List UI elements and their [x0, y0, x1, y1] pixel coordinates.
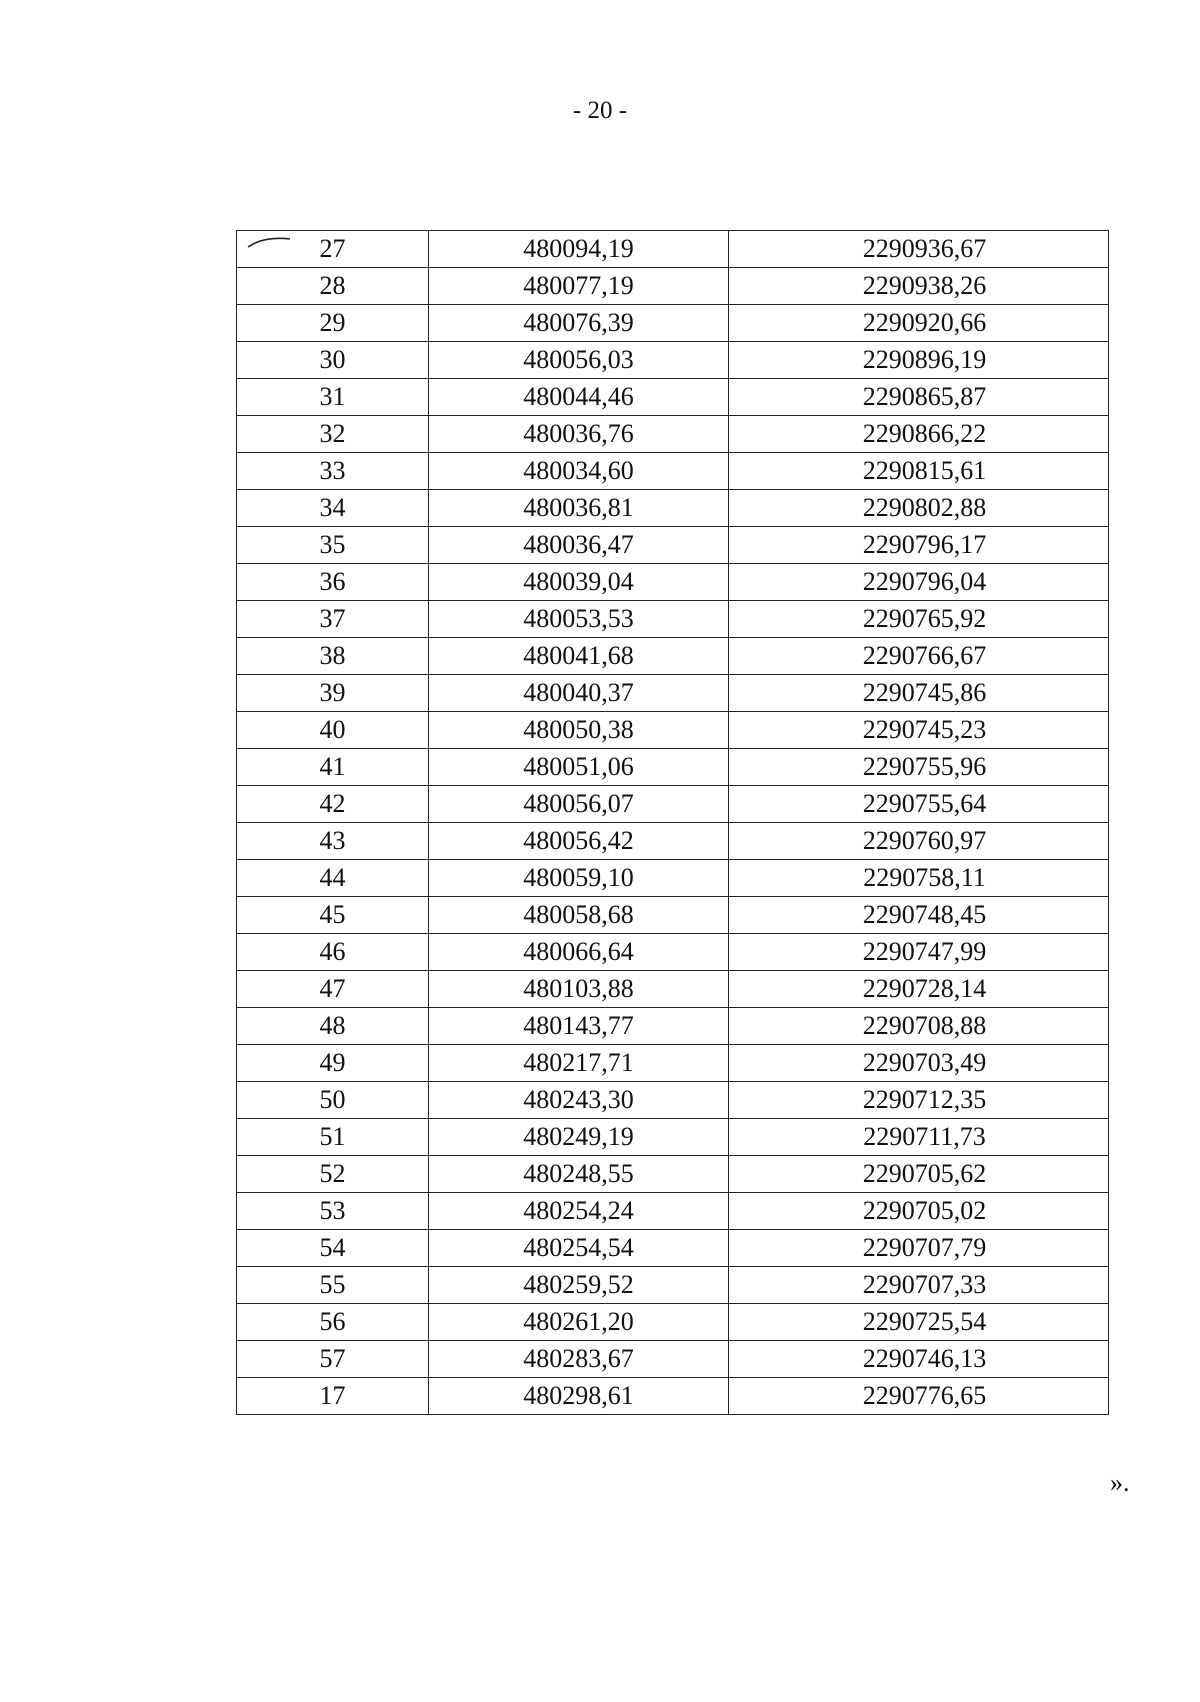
- point-number-cell: 44: [237, 860, 429, 897]
- point-number-cell: 45: [237, 897, 429, 934]
- point-number-cell: 56: [237, 1304, 429, 1341]
- table-row: [237, 342, 1109, 379]
- table-row: [237, 379, 1109, 416]
- y-coordinate-cell: 2290725,54: [729, 1304, 1109, 1341]
- point-number-cell: 43: [237, 823, 429, 860]
- table-row: [237, 786, 1109, 823]
- x-coordinate-cell: 480034,60: [429, 453, 729, 490]
- point-number-cell: 46: [237, 934, 429, 971]
- table-row: [237, 527, 1109, 564]
- point-number-cell: 38: [237, 638, 429, 675]
- table-row: [237, 712, 1109, 749]
- point-number-cell: 39: [237, 675, 429, 712]
- x-coordinate-cell: 480249,19: [429, 1119, 729, 1156]
- point-number-cell: 34: [237, 490, 429, 527]
- point-number-cell: 35: [237, 527, 429, 564]
- y-coordinate-cell: 2290711,73: [729, 1119, 1109, 1156]
- point-number-cell: 37: [237, 601, 429, 638]
- table-row: [237, 971, 1109, 1008]
- table-row: [237, 1230, 1109, 1267]
- x-coordinate-cell: 480217,71: [429, 1045, 729, 1082]
- y-coordinate-cell: 2290936,67: [729, 231, 1109, 268]
- x-coordinate-cell: 480036,76: [429, 416, 729, 453]
- y-coordinate-cell: 2290755,64: [729, 786, 1109, 823]
- y-coordinate-cell: 2290865,87: [729, 379, 1109, 416]
- closing-quote-mark: ».: [1110, 1468, 1130, 1497]
- y-coordinate-cell: 2290920,66: [729, 305, 1109, 342]
- x-coordinate-cell: 480077,19: [429, 268, 729, 305]
- x-coordinate-cell: 480243,30: [429, 1082, 729, 1119]
- point-number-cell: 53: [237, 1193, 429, 1230]
- point-number-cell: 36: [237, 564, 429, 601]
- coordinates-table-body: [237, 231, 1109, 1415]
- table-row: [237, 1378, 1109, 1415]
- x-coordinate-cell: 480040,37: [429, 675, 729, 712]
- y-coordinate-cell: 2290703,49: [729, 1045, 1109, 1082]
- x-coordinate-cell: 480036,47: [429, 527, 729, 564]
- y-coordinate-cell: 2290866,22: [729, 416, 1109, 453]
- y-coordinate-cell: 2290708,88: [729, 1008, 1109, 1045]
- x-coordinate-cell: 480059,10: [429, 860, 729, 897]
- table-row: [237, 1341, 1109, 1378]
- x-coordinate-cell: 480058,68: [429, 897, 729, 934]
- y-coordinate-cell: 2290796,04: [729, 564, 1109, 601]
- point-number-cell: 40: [237, 712, 429, 749]
- table-row: [237, 1008, 1109, 1045]
- table-row: [237, 749, 1109, 786]
- table-row: [237, 231, 1109, 268]
- table-row: [237, 416, 1109, 453]
- y-coordinate-cell: 2290815,61: [729, 453, 1109, 490]
- point-number-cell: 28: [237, 268, 429, 305]
- table-row: [237, 1156, 1109, 1193]
- y-coordinate-cell: 2290938,26: [729, 268, 1109, 305]
- y-coordinate-cell: 2290745,23: [729, 712, 1109, 749]
- table-row: [237, 1193, 1109, 1230]
- x-coordinate-cell: 480050,38: [429, 712, 729, 749]
- y-coordinate-cell: 2290707,33: [729, 1267, 1109, 1304]
- y-coordinate-cell: 2290802,88: [729, 490, 1109, 527]
- point-number-cell: 48: [237, 1008, 429, 1045]
- table-row: [237, 564, 1109, 601]
- y-coordinate-cell: 2290747,99: [729, 934, 1109, 971]
- x-coordinate-cell: 480056,42: [429, 823, 729, 860]
- x-coordinate-cell: 480051,06: [429, 749, 729, 786]
- coordinates-table: [236, 230, 1109, 1415]
- point-number-cell: 30: [237, 342, 429, 379]
- y-coordinate-cell: 2290755,96: [729, 749, 1109, 786]
- table-row: [237, 305, 1109, 342]
- x-coordinate-cell: 480094,19: [429, 231, 729, 268]
- point-number-cell: 55: [237, 1267, 429, 1304]
- table-row: [237, 1082, 1109, 1119]
- x-coordinate-cell: 480103,88: [429, 971, 729, 1008]
- table-row: [237, 1267, 1109, 1304]
- table-row: [237, 638, 1109, 675]
- x-coordinate-cell: 480261,20: [429, 1304, 729, 1341]
- y-coordinate-cell: 2290758,11: [729, 860, 1109, 897]
- table-row: [237, 675, 1109, 712]
- x-coordinate-cell: 480056,03: [429, 342, 729, 379]
- point-number-cell: 42: [237, 786, 429, 823]
- x-coordinate-cell: 480076,39: [429, 305, 729, 342]
- table-row: [237, 490, 1109, 527]
- y-coordinate-cell: 2290745,86: [729, 675, 1109, 712]
- point-number-cell: 27: [237, 231, 429, 268]
- point-number-cell: 49: [237, 1045, 429, 1082]
- point-number-cell: 29: [237, 305, 429, 342]
- x-coordinate-cell: 480298,61: [429, 1378, 729, 1415]
- x-coordinate-cell: 480036,81: [429, 490, 729, 527]
- y-coordinate-cell: 2290748,45: [729, 897, 1109, 934]
- y-coordinate-cell: 2290896,19: [729, 342, 1109, 379]
- table-row: [237, 1304, 1109, 1341]
- y-coordinate-cell: 2290760,97: [729, 823, 1109, 860]
- y-coordinate-cell: 2290766,67: [729, 638, 1109, 675]
- point-number-cell: 17: [237, 1378, 429, 1415]
- point-number-cell: 57: [237, 1341, 429, 1378]
- x-coordinate-cell: 480283,67: [429, 1341, 729, 1378]
- x-coordinate-cell: 480041,68: [429, 638, 729, 675]
- page-number: - 20 -: [572, 97, 628, 124]
- y-coordinate-cell: 2290707,79: [729, 1230, 1109, 1267]
- table-row: [237, 897, 1109, 934]
- table-row: [237, 268, 1109, 305]
- y-coordinate-cell: 2290776,65: [729, 1378, 1109, 1415]
- x-coordinate-cell: 480248,55: [429, 1156, 729, 1193]
- table-row: [237, 823, 1109, 860]
- x-coordinate-cell: 480066,64: [429, 934, 729, 971]
- point-number-cell: 32: [237, 416, 429, 453]
- x-coordinate-cell: 480039,04: [429, 564, 729, 601]
- point-number-cell: 31: [237, 379, 429, 416]
- x-coordinate-cell: 480259,52: [429, 1267, 729, 1304]
- y-coordinate-cell: 2290728,14: [729, 971, 1109, 1008]
- y-coordinate-cell: 2290746,13: [729, 1341, 1109, 1378]
- point-number-cell: 51: [237, 1119, 429, 1156]
- point-number-cell: 50: [237, 1082, 429, 1119]
- table-row: [237, 453, 1109, 490]
- y-coordinate-cell: 2290765,92: [729, 601, 1109, 638]
- x-coordinate-cell: 480053,53: [429, 601, 729, 638]
- y-coordinate-cell: 2290705,02: [729, 1193, 1109, 1230]
- point-number-cell: 41: [237, 749, 429, 786]
- table-row: [237, 1119, 1109, 1156]
- x-coordinate-cell: 480143,77: [429, 1008, 729, 1045]
- y-coordinate-cell: 2290796,17: [729, 527, 1109, 564]
- point-number-cell: 54: [237, 1230, 429, 1267]
- x-coordinate-cell: 480254,24: [429, 1193, 729, 1230]
- point-number-cell: 47: [237, 971, 429, 1008]
- x-coordinate-cell: 480056,07: [429, 786, 729, 823]
- table-row: [237, 601, 1109, 638]
- x-coordinate-cell: 480254,54: [429, 1230, 729, 1267]
- table-row: [237, 1045, 1109, 1082]
- point-number-cell: 52: [237, 1156, 429, 1193]
- y-coordinate-cell: 2290712,35: [729, 1082, 1109, 1119]
- table-row: [237, 934, 1109, 971]
- table-row: [237, 860, 1109, 897]
- x-coordinate-cell: 480044,46: [429, 379, 729, 416]
- y-coordinate-cell: 2290705,62: [729, 1156, 1109, 1193]
- point-number-cell: 33: [237, 453, 429, 490]
